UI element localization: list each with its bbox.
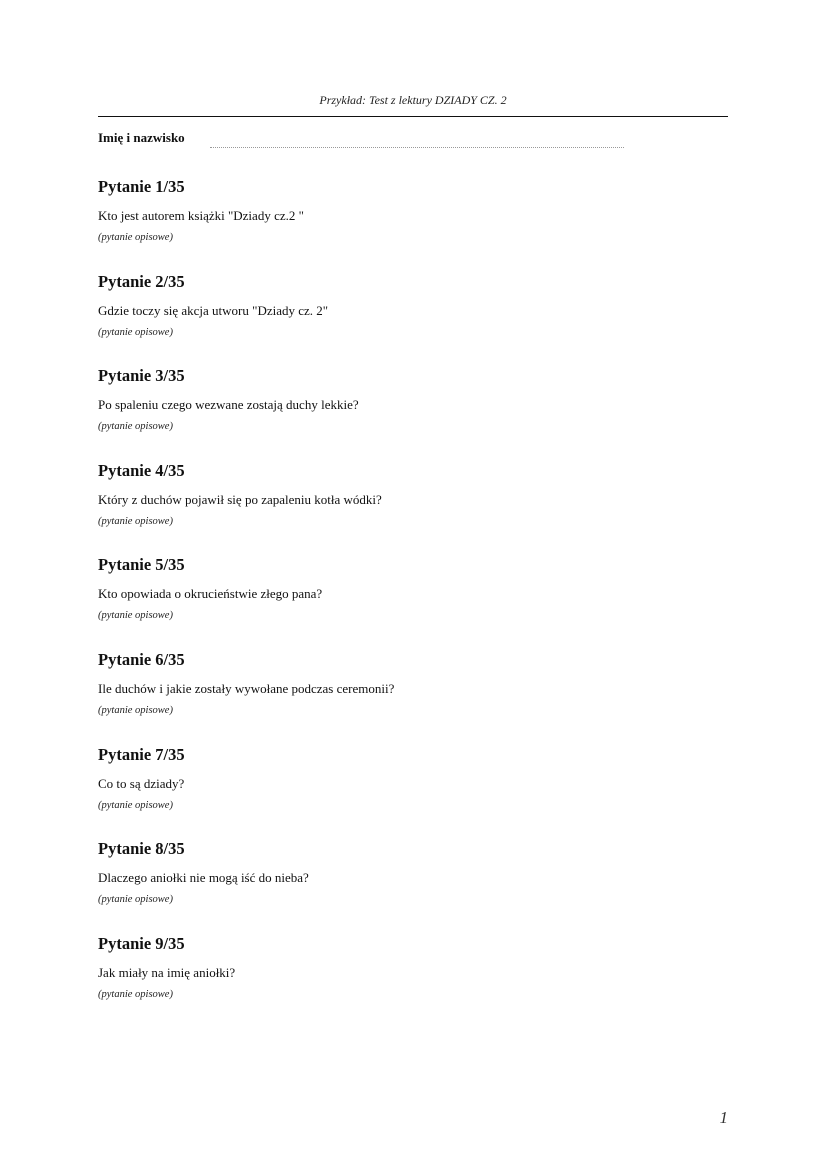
question-9: [98, 933, 728, 1028]
question-list: [98, 176, 728, 1027]
question-type: (pytanie opisowe): [98, 704, 173, 716]
question-6: [98, 649, 728, 744]
question-type: (pytanie opisowe): [98, 326, 173, 338]
question-text: Po spaleniu czego wezwane zostają duchy lekkie?: [98, 397, 359, 413]
question-type: (pytanie opisowe): [98, 515, 173, 527]
question-2: [98, 271, 728, 366]
page-header: Przykład: Test z lektury DZIADY CZ. 2: [319, 93, 507, 107]
question-type: (pytanie opisowe): [98, 421, 173, 433]
question-text: Dlaczego aniołki nie mogą iść do nieba?: [98, 870, 309, 886]
question-3: [98, 365, 728, 460]
question-text: Kto jest autorem książki "Dziady cz.2 ": [98, 208, 304, 223]
question-7: [98, 744, 728, 839]
page-number: 1: [719, 1108, 728, 1127]
question-1: [98, 176, 728, 271]
header-divider: [98, 116, 728, 117]
question-type: (pytanie opisowe): [98, 894, 173, 906]
question-text: Gdzie toczy się akcja utworu "Dziady cz. 2": [98, 302, 329, 318]
question-title: Pytanie 6/35: [98, 649, 185, 669]
question-5: [98, 554, 728, 649]
question-4: [98, 460, 728, 555]
question-title: Pytanie 7/35: [98, 744, 185, 764]
question-text: Kto opowiada o okrucieństwie złego pana?: [98, 586, 323, 602]
question-text: Co to są dziady?: [98, 775, 185, 791]
question-text: Ile duchów i jakie zostały wywołane podczas ceremonii?: [98, 680, 395, 696]
question-title: Pytanie 5/35: [98, 555, 185, 575]
question-type: (pytanie opisowe): [98, 799, 173, 811]
name-field-line[interactable]: [210, 147, 624, 148]
question-title: Pytanie 8/35: [98, 839, 185, 859]
question-title: Pytanie 9/35: [98, 933, 185, 953]
question-title: Pytanie 2/35: [98, 271, 185, 291]
question-title: Pytanie 3/35: [98, 366, 185, 386]
question-type: (pytanie opisowe): [98, 232, 173, 243]
question-text: Który z duchów pojawił się po zapaleniu kotła wódki?: [98, 491, 382, 507]
question-text: Jak miały na imię aniołki?: [98, 964, 236, 980]
question-title: Pytanie 1/35: [98, 177, 185, 196]
question-type: (pytanie opisowe): [98, 610, 173, 622]
name-field-label: Imię i nazwisko: [98, 130, 185, 145]
question-type: (pytanie opisowe): [98, 988, 173, 1000]
question-8: [98, 838, 728, 933]
question-title: Pytanie 4/35: [98, 460, 185, 480]
